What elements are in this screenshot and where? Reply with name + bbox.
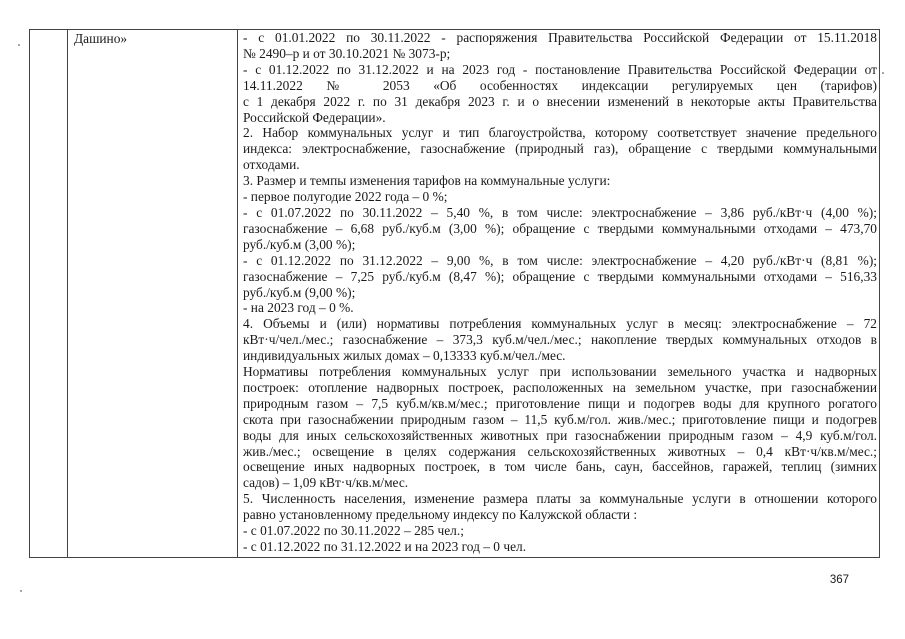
- text-line: с 1 декабря 2022 г. по 31 декабря 2023 г. и о внесении изменений в некоторые акты Правительства: [243, 93, 877, 109]
- text-line: - первое полугодие 2022 года – 0 %;: [243, 189, 448, 205]
- text-line: индекса: электроснабжение, газоснабжение (природный газ), обращение с твердыми коммунальными: [243, 141, 877, 157]
- text-line: 3. Размер и темпы изменения тарифов на коммунальные услуги:: [243, 173, 611, 189]
- page-number: 367: [829, 574, 849, 586]
- text-line: жив./мес.; освещение в целях содержания сельскохозяйственных животных – 0,4 кВт·ч/кв.м/мес.;: [243, 443, 877, 459]
- text-line: - с 01.07.2022 по 30.11.2022 – 285 чел.;: [243, 523, 464, 539]
- text-line: 2. Набор коммунальных услуг и тип благоустройства, которому соответствует значение предельного: [243, 125, 877, 141]
- text-line: индивидуальных жилых домах – 0,13333 куб.м/чел./мес.: [243, 348, 566, 364]
- text-line: газоснабжение – 6,68 руб./куб.м (3,00 %); обращение с твердыми коммунальными отходами – 473,70: [243, 220, 877, 236]
- text-line: - с 01.01.2022 по 30.11.2022 - распоряжения Правительства Российской Федерации от 15.11.2018: [243, 30, 877, 45]
- text-line: освещение иных надворных построек, в том числе бань, саун, бассейнов, гаражей, теплиц (зимних: [243, 459, 877, 475]
- text-line: - с 01.12.2022 по 31.12.2022 и на 2023 год - постановление Правительства Российской Федерации от: [243, 61, 877, 77]
- column-divider: [237, 30, 238, 557]
- text-line: - на 2023 год – 0 %.: [243, 300, 354, 316]
- text-line: - с 01.07.2022 по 30.11.2022 – 5,40 %, в том числе: электроснабжение – 3,86 руб./кВт·ч (4,00 %);: [243, 204, 877, 220]
- text-line: № 2490–р и от 30.10.2021 № 3073-р;: [243, 45, 451, 61]
- text-line: руб./куб.м (3,00 %);: [243, 236, 356, 252]
- text-line: - с 01.12.2022 по 31.12.2022 – 9,00 %, в том числе: электроснабжение – 4,20 руб./кВт·ч (8,81 %);: [243, 252, 877, 268]
- scan-speck: [18, 44, 20, 46]
- text-line: садов) – 1,09 кВт·ч/кв.м/мес.: [243, 475, 409, 491]
- text-line: Нормативы потребления коммунальных услуг при использовании земельного участка и надворных: [243, 364, 877, 380]
- text-line: 5. Численность населения, изменение размера платы за коммунальные услуги в отношении которого: [243, 491, 877, 507]
- text-line: воды для иных сельскохозяйственных животных при газоснабжении природным газом – 4,9 куб.м/гол.: [243, 427, 877, 443]
- text-line: руб./куб.м (9,00 %);: [243, 284, 356, 300]
- text-line: Российской Федерации».: [243, 109, 386, 125]
- text-line: природным газом – 7,5 куб.м/кв.м/мес.; приготовление пищи и подогрев воды для крупного рогатого: [243, 395, 877, 411]
- text-line: отходами.: [243, 157, 300, 173]
- tariff-description: [243, 30, 877, 555]
- row-label: Дашино»: [74, 31, 128, 46]
- text-line: равно установленному предельному индексу по Калужской области :: [243, 507, 638, 523]
- document-table: [29, 29, 880, 558]
- text-line: скота при газоснабжении природным газом – 11,5 куб.м/гол. жив./мес.; приготовление пищи и подогрев: [243, 411, 877, 427]
- column-divider: [67, 30, 68, 557]
- text-line: построек: отопление надворных построек, расположенных на земельном участке, при газоснабжении: [243, 379, 877, 395]
- text-line: - с 01.12.2022 по 31.12.2022 и на 2023 год – 0 чел.: [243, 539, 527, 554]
- scan-speck: [882, 72, 884, 74]
- text-line: газоснабжение – 7,25 руб./куб.м (8,47 %); обращение с твердыми коммунальными отходами – 516,33: [243, 268, 877, 284]
- text-line: 4. Объемы и (или) нормативы потребления коммунальных услуг в месяц: электроснабжение – 72: [243, 316, 877, 332]
- text-line: кВт·ч/чел./мес.; газоснабжение – 373,3 куб.м/чел./мес.; накопление твердых коммунальных отходов в: [243, 332, 877, 348]
- text-line: 14.11.2022 № 2053 «Об особенностях индексации регулируемых цен (тарифов): [243, 77, 877, 93]
- scan-speck: [20, 590, 22, 592]
